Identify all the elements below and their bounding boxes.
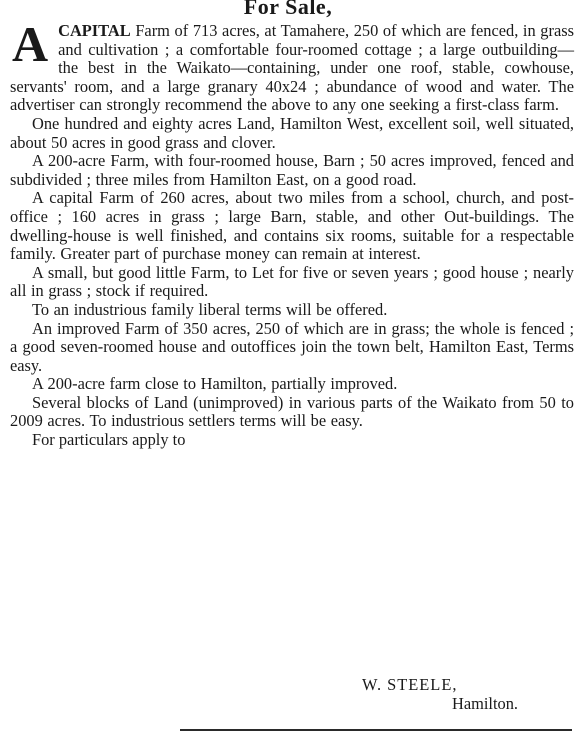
listing-liberal-terms: To an industrious family liberal terms will be offered. [32, 299, 388, 319]
ad-body [10, 16, 574, 451]
drop-cap: A [12, 16, 49, 72]
listing-farm-near-hamilton: A 200-acre farm close to Hamilton, partially improved. [32, 374, 398, 394]
listing-350-acre-farm: An improved Farm of 350 acres, 250 of which are in grass; the whole is fenced ; a good seven-roomed house and outoffices join the town belt, Hamilton East, Terms easy. [10, 318, 574, 375]
ad-heading: For Sale, [243, 0, 333, 19]
signature-place: Hamilton. [452, 694, 519, 713]
listing-hamilton-west-land: One hundred and eighty acres Land, Hamilton West, excellent soil, well situated, about 50 acres in good grass and clover. [10, 113, 574, 152]
listing-farm-to-let: A small, but good little Farm, to Let for five or seven years ; good house ; nearly all in grass ; stock if required. [10, 262, 574, 301]
lead-word: CAPITAL [58, 21, 131, 40]
apply-text: For particulars apply to [32, 430, 186, 450]
listing-text: Farm of 713 acres, at Tamahere, 250 of which are fenced, in grass and cultivation ; a comfortable four-roomed cottage ; a large outbuilding—the best in the Waikato—containing, under one roof, stable, cowhouse, servants' room, and a large granary 40x24 ; abundance of wood and water. The advertiser can strongly recommend the above to any one seeking a first-class farm. [10, 21, 574, 115]
listing-tamahere-farm [10, 16, 574, 115]
bottom-rule [180, 729, 572, 731]
listing-200-acre-farm: A 200-acre Farm, with four-roomed house, Barn ; 50 acres improved, fenced and subdivided ; three miles from Hamilton East, on a good road. [10, 151, 574, 189]
apply-row [10, 431, 574, 451]
listing-waikato-blocks: Several blocks of Land (unimproved) in various parts of the Waikato from 50 to 2009 acres. To industrious settlers terms will be easy. [10, 392, 574, 431]
listing-260-acre-farm: A capital Farm of 260 acres, about two miles from a school, church, and post-office ; 160 acres in grass ; large Barn, stable, and other Out-buildings. The dwelling-house is well finished, and contains six rooms, suitable for a respectable family. Greater part of purchase money can remain at interest. [10, 188, 574, 264]
signature-name: W. STEELE, [362, 675, 458, 694]
